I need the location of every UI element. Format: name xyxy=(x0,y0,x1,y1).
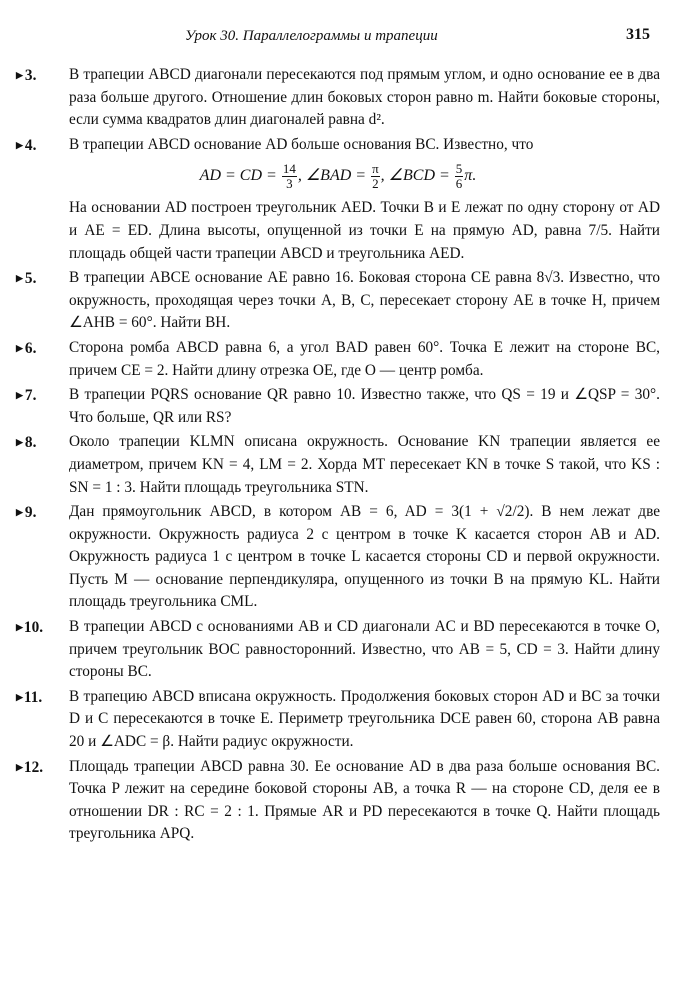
problem-number: 12. xyxy=(23,758,44,776)
fraction-denominator: 6 xyxy=(455,176,463,192)
problem-text: В трапецию ABCD вписана окружность. Продолжения боковых сторон AD и BC за точки D и C пересекаются в точке E. Периметр треугольника DCE равен 60, сторона AB равна 20 и ∠ADC = β. Найти радиус окружности. xyxy=(69,687,660,751)
triangle-marker-icon: ▶ xyxy=(16,437,23,448)
problem-item xyxy=(16,267,660,335)
problem-item xyxy=(16,337,660,382)
fraction-denominator: 2 xyxy=(372,176,379,192)
problem-number: 4. xyxy=(24,136,37,154)
fraction-denominator: 3 xyxy=(286,176,293,192)
triangle-marker-icon: ▶ xyxy=(16,390,23,401)
problem-marker xyxy=(16,501,66,525)
problem-number: 8. xyxy=(24,434,37,452)
problem-number: 10. xyxy=(23,619,44,637)
problem-item xyxy=(16,686,660,754)
problem-list xyxy=(16,64,660,848)
formula-part: , ∠BCD = xyxy=(380,167,454,185)
page-number: 315 xyxy=(626,26,650,43)
triangle-marker-icon: ▶ xyxy=(16,273,23,284)
display-formula xyxy=(16,158,660,197)
problem-marker xyxy=(16,64,66,88)
problem-marker xyxy=(16,616,66,640)
problem-number: 3. xyxy=(24,67,37,84)
problem-item xyxy=(16,64,660,132)
fraction xyxy=(371,162,380,191)
problem-marker xyxy=(16,267,66,291)
triangle-marker-icon: ▶ xyxy=(16,622,23,633)
problem-item xyxy=(16,756,660,846)
problem-number: 7. xyxy=(24,387,37,405)
problem-marker xyxy=(16,337,66,361)
problem-text: В трапеции ABCD основание AD больше основания BC. Известно, что xyxy=(69,135,534,153)
problem-text-continued: На основании AD построен треугольник AED. Точки B и E лежат по одну сторону от AD и AE = ED. Длина высоты, опущенной из точки E на прямую AD, равна 7/5. Найти площадь общей части трапеции ABCD и треугольника AED. xyxy=(69,199,660,262)
problem-number: 11. xyxy=(23,688,43,706)
problem-marker xyxy=(16,756,66,780)
formula-part: AD = CD = xyxy=(199,167,281,185)
problem-text: В трапеции PQRS основание QR равно 10. Известно также, что QS = 19 и ∠QSP = 30°. Что больше, QR или RS? xyxy=(69,386,660,426)
fraction-numerator: 5 xyxy=(455,161,463,177)
problem-item xyxy=(16,501,660,614)
problem-marker xyxy=(16,134,66,158)
formula-part: π. xyxy=(464,167,477,185)
problem-item xyxy=(16,384,660,429)
fraction xyxy=(455,162,464,191)
fraction xyxy=(282,162,297,191)
fraction-numerator: 14 xyxy=(282,161,296,177)
problem-number: 5. xyxy=(24,270,37,288)
problem-marker xyxy=(16,384,66,408)
problem-number: 6. xyxy=(24,339,37,357)
problem-text: Дан прямоугольник ABCD, в котором AB = 6, AD = 3(1 + √2/2). В нем лежат две окружности. Окружность радиуса 2 с центром в точке K касается сторон AB и AD. Окружность радиуса 1 с центром в точке L касается стороны CD и первой окружности. Пусть M — основание перпендикуляра, опущенного из точки B на прямую KL. Найти площадь треугольника CML. xyxy=(69,503,660,611)
fraction-numerator: π xyxy=(372,161,379,177)
triangle-marker-icon: ▶ xyxy=(16,761,23,772)
problem-text: Площадь трапеции ABCD равна 30. Ее основание AD в два раза больше основания BC. Точка P лежит на середине боковой стороны AB, а точка R — на стороне CD, деля ее в отношении DR : RC = 2 : 1. Прямые AR и PD пересекаются в точке Q. Найти площадь треугольника APQ. xyxy=(69,757,660,843)
triangle-marker-icon: ▶ xyxy=(16,70,23,80)
problem-number: 9. xyxy=(24,504,37,522)
triangle-marker-icon: ▶ xyxy=(16,342,23,353)
triangle-marker-icon: ▶ xyxy=(16,139,23,150)
problem-item xyxy=(16,431,660,499)
problem-item xyxy=(16,616,660,684)
triangle-marker-icon: ▶ xyxy=(16,691,23,702)
problem-text: В трапеции ABCD диагонали пересекаются под прямым углом, и одно основание ее в два раза больше другого. Отношение длин боковых сторон равно m. Найти боковые стороны, если сумма квадратов длин диагоналей равна d². xyxy=(69,66,660,129)
problem-text: В трапеции ABCE основание AE равно 16. Боковая сторона CE равна 8√3. Известно, что окружность, проходящая через точки A, B, C, пересекает сторону AE в точке H, причем ∠AHB = 60°. Найти BH. xyxy=(69,269,660,332)
problem-marker xyxy=(16,686,66,710)
problem-text: Сторона ромба ABCD равна 6, а угол BAD равен 60°. Точка E лежит на стороне BC, причем CE = 2. Найти длину отрезка OE, где O — центр ромба. xyxy=(69,338,660,379)
running-title: Урок 30. Параллелограммы и трапеции xyxy=(185,28,438,44)
problem-text: Около трапеции KLMN описана окружность. Основание KN трапеции является ее диаметром, причем KN = 4, LM = 2. Хорда MT пересекает KN в точке S такой, что KS : SN = 1 : 3. Найти площадь треугольника STN. xyxy=(69,433,660,496)
problem-marker xyxy=(16,431,66,455)
problem-text: В трапеции ABCD с основаниями AB и CD диагонали AC и BD пересекаются в точке O, причем треугольник BOC равносторонний. Известно, что AB = 5, CD = 3. Найти длину стороны BC. xyxy=(69,618,660,681)
triangle-marker-icon: ▶ xyxy=(16,507,23,518)
formula-part: , ∠BAD = xyxy=(297,167,371,185)
problem-item xyxy=(16,134,660,157)
